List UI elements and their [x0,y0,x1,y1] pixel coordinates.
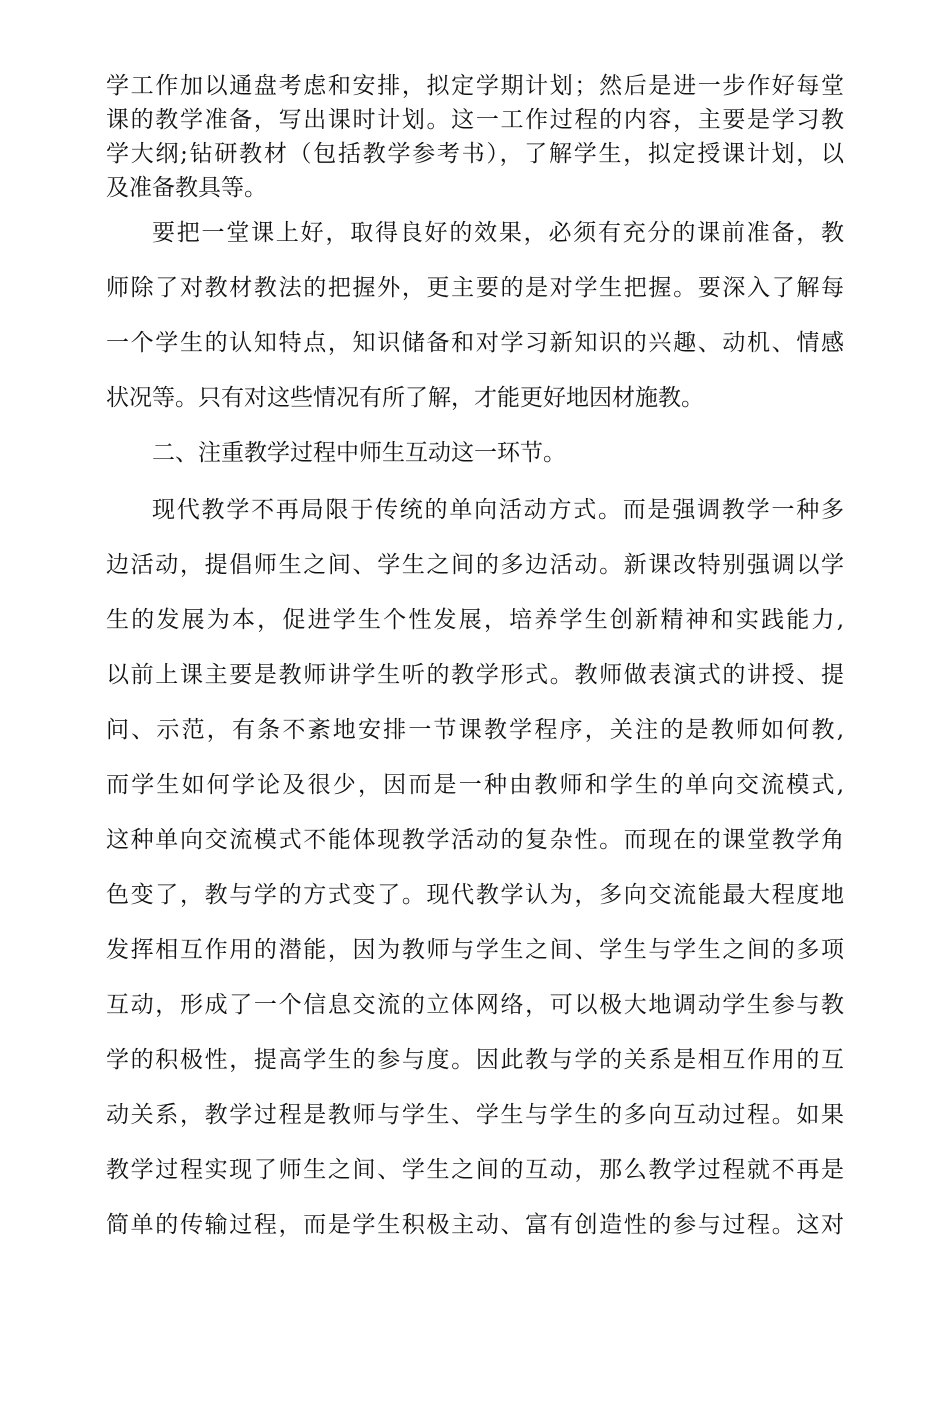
text-line: 动关系，教学过程是教师与学生、学生与学生的多向互动过程。如果 [106,1102,844,1128]
text-line: 一个学生的认知特点，知识储备和对学习新知识的兴趣、动机、情感 [106,330,844,356]
text-line: 生的发展为本，促进学生个性发展，培养学生创新精神和实践能力, [106,607,844,633]
text-line: 学工作加以通盘考虑和安排，拟定学期计划；然后是进一步作好每堂 [106,73,844,99]
text-line: 教学过程实现了师生之间、学生之间的互动，那么教学过程就不再是 [106,1157,844,1183]
text-line: 学的积极性，提高学生的参与度。因此教与学的关系是相互作用的互 [106,1047,844,1073]
text-line: 色变了，教与学的方式变了。现代教学认为，多向交流能最大程度地 [106,882,844,908]
text-line: 现代教学不再局限于传统的单向活动方式。而是强调教学一种多 [152,497,844,523]
heading-text: 二、注重教学过程中师生互动这一环节。 [152,440,566,466]
text-line: 以前上课主要是教师讲学生听的教学形式。教师做表演式的讲授、提 [106,662,844,688]
text-line: 问、示范，有条不紊地安排一节课教学程序，关注的是教师如何教, [106,717,844,743]
text-line: 而学生如何学论及很少，因而是一种由教师和学生的单向交流模式, [106,772,844,798]
text-line: 及准备教具等。 [106,175,267,201]
text-line: 状况等。只有对这些情况有所了解，才能更好地因材施教。 [106,385,704,411]
text-line: 这种单向交流模式不能体现教学活动的复杂性。而现在的课堂教学角 [106,827,844,853]
text-line: 发挥相互作用的潜能，因为教师与学生之间、学生与学生之间的多项 [106,937,844,963]
text-line: 简单的传输过程，而是学生积极主动、富有创造性的参与过程。这对 [106,1212,844,1238]
text-line: 学大纲;钻研教材（包括教学参考书），了解学生，拟定授课计划，以 [106,141,844,167]
text-line: 互动，形成了一个信息交流的立体网络，可以极大地调动学生参与教 [106,992,844,1018]
text-line: 课的教学准备，写出课时计划。这一工作过程的内容，主要是学习教 [106,107,844,133]
text-line: 师除了对教材教法的把握外，更主要的是对学生把握。要深入了解每 [106,275,844,301]
text-line: 边活动，提倡师生之间、学生之间的多边活动。新课改特别强调以学 [106,552,844,578]
text-line: 要把一堂课上好，取得良好的效果，必须有充分的课前准备，教 [152,220,844,246]
